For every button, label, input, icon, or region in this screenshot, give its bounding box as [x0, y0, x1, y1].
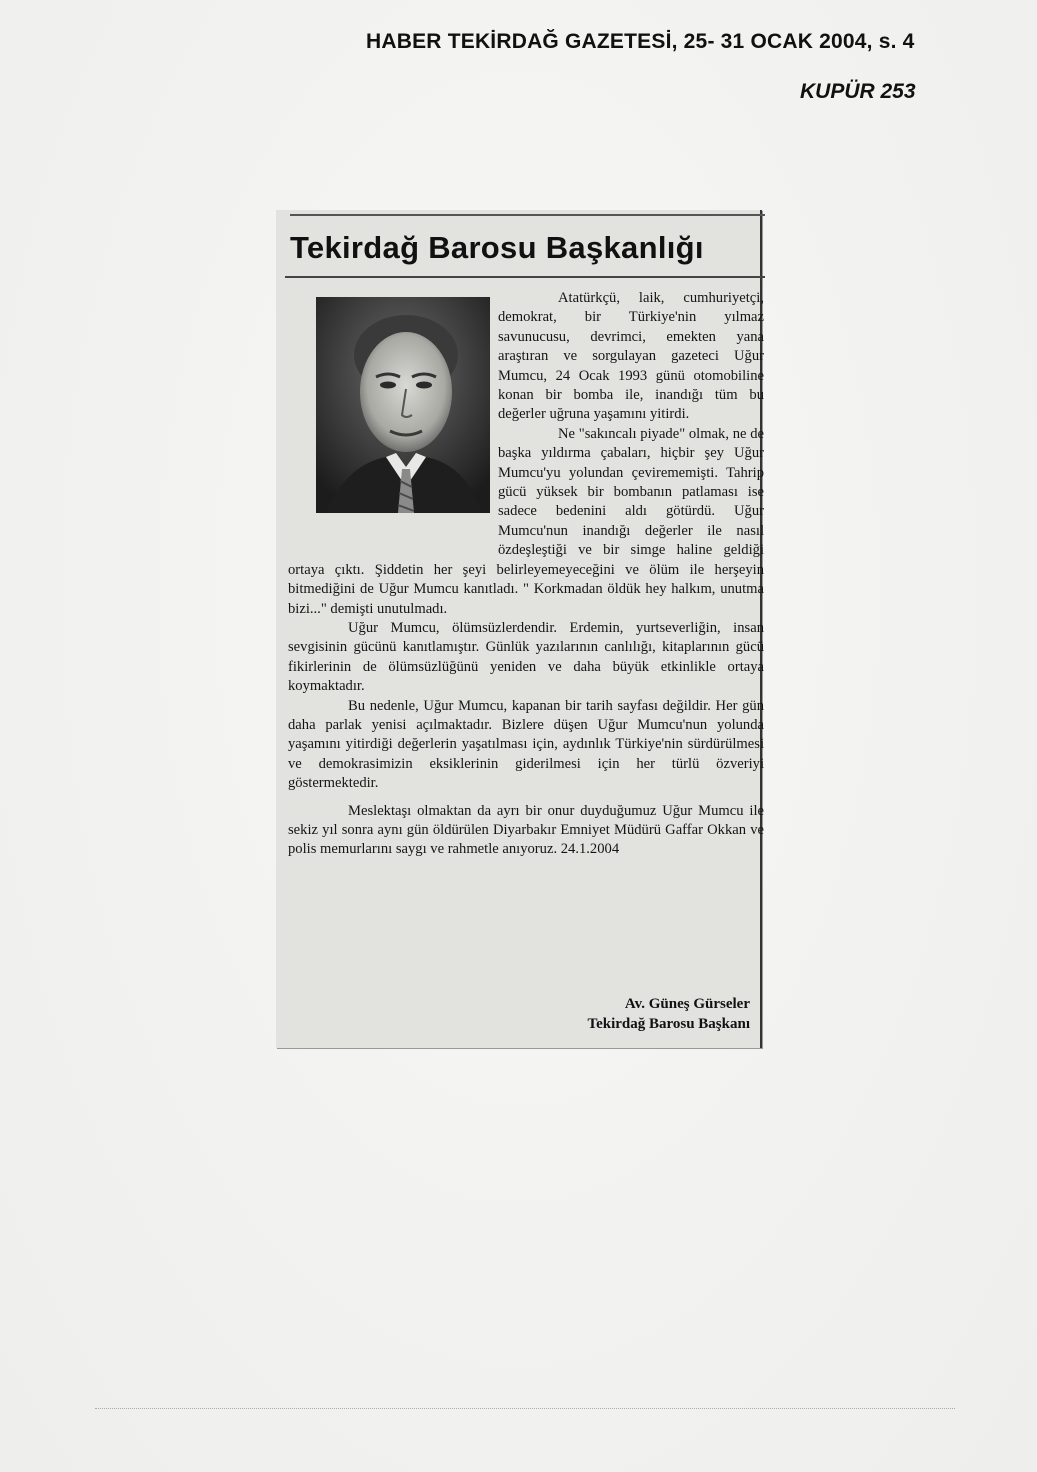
paragraph-4: Bu nedenle, Uğur Mumcu, kapanan bir tarih sayfası değildir. Her gün daha parlak yenisi açılmaktadır. Bizlere düşen Uğur Mumcu'nun yolunda yaşamını yitirdiği değerlerin yaşatılması için, aydınlık Türkiye'nin sürdürülmesi ve demokrasimizin eksiklerinin giderilmesi için her türlü özveriyi göstermektedir.	[288, 697, 764, 792]
clipping-top-rule	[290, 214, 765, 216]
article-headline: Tekirdağ Barosu Başkanlığı	[290, 230, 704, 265]
bottom-scan-line	[95, 1408, 955, 1409]
article-body	[288, 289, 764, 860]
paragraph-1: Atatürkçü, laik, cumhuriyetçi, demokrat, bir Türkiye'nin yılmaz savunucusu, devrimci, emekten yana araştıran ve sorgulayan gazeteci Uğur Mumcu, 24 Ocak 1993 günü otomobiline konan bir bomba ile, inandığı tüm bu değerler uğruna yaşamını yitirdi.	[498, 290, 764, 423]
photo-spacer	[288, 289, 498, 546]
paragraph-3: Uğur Mumcu, ölümsüzlerdendir. Erdemin, yurtseverliğin, insan sevgisinin gücünü kanıtlamıştır. Günlük yazılarının canlılığı, kitaplarının gücü fikirlerinin de ölümsüzlüğünü yeniden ve daha büyük etkinlikle ortaya koymaktadır.	[288, 619, 764, 695]
signature-block	[450, 994, 750, 1034]
headline-rule	[285, 276, 765, 278]
paragraph-2: Ne "sakıncalı piyade" olmak, ne de başka yıldırma çabaları, hiçbir şey Uğur Mumcu'yu yolundan çevirememişti. Tahrip gücü yüksek bir bombanın patlaması ise sadece bedenini aldı götürdü. Uğur Mumcu'nun inandığı değerler ile nasıl özdeşleştiği ve bir simge haline geldiği ortaya çıktı. Şiddetin her şeyi belirleyemeyeceğini ve ölüm ile herşeyin bitmediğini de Uğur Mumcu kanıtladı. " Korkmadan öldük hey halkım, unutma bizi..." demişti unutulmadı.	[288, 425, 764, 617]
signature-title: Tekirdağ Barosu Başkanı	[587, 1016, 750, 1032]
signature-name: Av. Güneş Gürseler	[624, 996, 750, 1012]
paragraph-5: Meslektaşı olmaktan da ayrı bir onur duyduğumuz Uğur Mumcu ile sekiz yıl sonra aynı gün öldürülen Diyarbakır Emniyet Müdürü Gaffar Okkan ve polis memurlarını saygı ve rahmetle anıyoruz. 24.1.2004	[288, 802, 764, 858]
clipping-number: KUPÜR 253	[800, 80, 916, 103]
source-header: HABER TEKİRDAĞ GAZETESİ, 25- 31 OCAK 2004, s. 4	[366, 30, 915, 53]
